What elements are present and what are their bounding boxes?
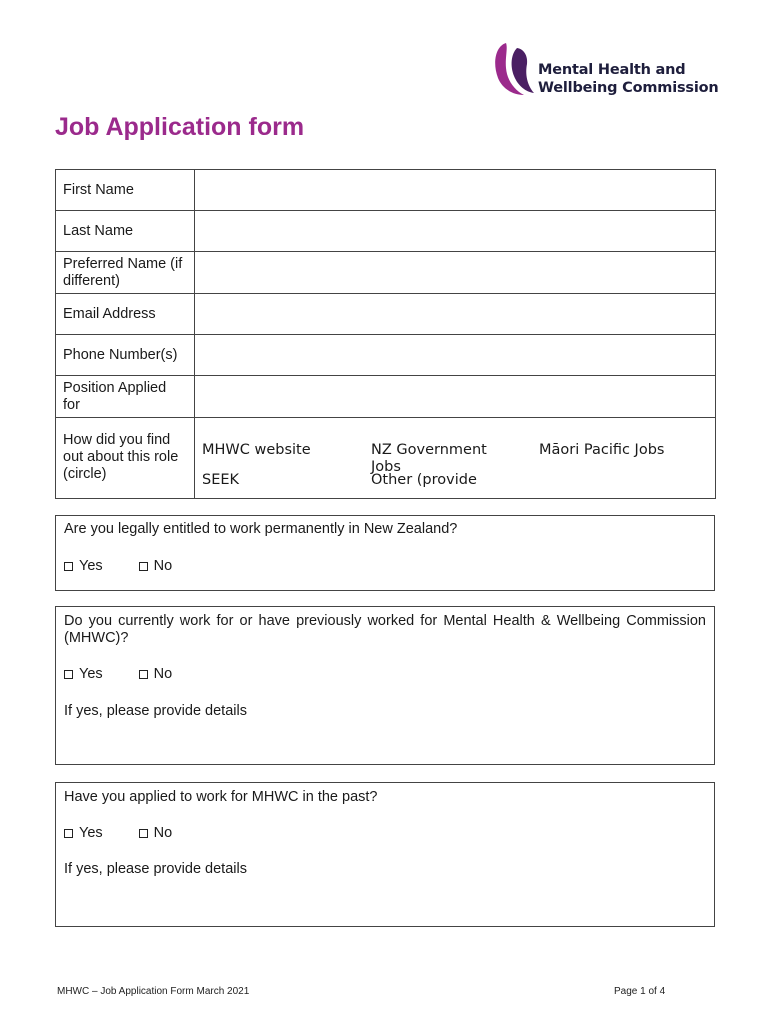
past-application-options: [64, 825, 706, 841]
option-other[interactable]: Other (provide: [371, 472, 477, 488]
first-name-label: First Name: [56, 170, 195, 211]
option-nz-government-jobs[interactable]: NZ Government Jobs: [371, 442, 487, 475]
previous-employment-yes[interactable]: [64, 666, 103, 682]
previous-employment-details-field[interactable]: [64, 719, 706, 757]
yes-label: Yes: [79, 558, 103, 574]
yes-label: Yes: [79, 666, 103, 682]
footer-page-number: Page 1 of 4: [614, 986, 666, 997]
option-seek[interactable]: SEEK: [202, 472, 240, 488]
no-label: No: [153, 825, 173, 841]
previous-employment-section: [55, 606, 715, 765]
table-row: [56, 376, 716, 418]
org-name-line1: Mental Health and: [538, 62, 686, 78]
preferred-name-field[interactable]: [195, 252, 716, 294]
source-options-cell: [195, 418, 716, 499]
phone-number-field[interactable]: [195, 335, 716, 376]
past-application-details-field[interactable]: [64, 877, 706, 913]
mhwc-logo: [492, 40, 722, 100]
checkbox-icon[interactable]: [139, 670, 148, 679]
position-applied-field[interactable]: [195, 376, 716, 418]
past-application-question: Have you applied to work for MHWC in the past?: [64, 789, 378, 805]
source-label: How did you find out about this role (circle): [56, 418, 195, 499]
table-row: [56, 170, 716, 211]
previous-employment-no[interactable]: [139, 666, 173, 682]
checkbox-icon[interactable]: [139, 562, 148, 571]
work-entitlement-yes[interactable]: [64, 558, 103, 574]
phone-number-label: Phone Number(s): [56, 335, 195, 376]
checkbox-icon[interactable]: [64, 562, 73, 571]
applicant-details-table: [55, 169, 716, 499]
previous-employment-question: Do you currently work for or have previously worked for Mental Health & Wellbeing Commission (MHWC)?: [64, 613, 706, 646]
previous-employment-options: [64, 666, 706, 682]
last-name-field[interactable]: [195, 211, 716, 252]
email-address-label: Email Address: [56, 294, 195, 335]
work-entitlement-options: [64, 558, 706, 574]
yes-label: Yes: [79, 825, 103, 841]
table-row: [56, 252, 716, 294]
page-title: Job Application form: [55, 113, 305, 141]
table-row: [56, 294, 716, 335]
table-row: [56, 418, 716, 499]
checkbox-icon[interactable]: [64, 829, 73, 838]
past-application-yes[interactable]: [64, 825, 103, 841]
table-row: [56, 211, 716, 252]
last-name-label: Last Name: [56, 211, 195, 252]
footer-document-name: MHWC – Job Application Form March 2021: [57, 986, 250, 997]
checkbox-icon[interactable]: [139, 829, 148, 838]
source-options: [195, 418, 715, 489]
no-label: No: [153, 558, 173, 574]
past-application-no[interactable]: [139, 825, 173, 841]
logo-mark-icon: [492, 40, 538, 100]
email-address-field[interactable]: [195, 294, 716, 335]
work-entitlement-section: [55, 515, 715, 591]
preferred-name-label: Preferred Name (if different): [56, 252, 195, 294]
past-application-details-prompt: If yes, please provide details: [64, 861, 247, 877]
previous-employment-details-prompt: If yes, please provide details: [64, 703, 247, 719]
table-row: [56, 335, 716, 376]
option-maori-pacific-jobs[interactable]: Māori Pacific Jobs: [539, 442, 665, 458]
work-entitlement-no[interactable]: [139, 558, 173, 574]
checkbox-icon[interactable]: [64, 670, 73, 679]
no-label: No: [153, 666, 173, 682]
past-application-section: [55, 782, 715, 927]
option-mhwc-website[interactable]: MHWC website: [202, 442, 311, 458]
first-name-field[interactable]: [195, 170, 716, 211]
org-name-line2: Wellbeing Commission: [538, 80, 719, 96]
work-entitlement-question: Are you legally entitled to work permanently in New Zealand?: [64, 521, 458, 537]
position-applied-label: Position Applied for: [56, 376, 195, 418]
